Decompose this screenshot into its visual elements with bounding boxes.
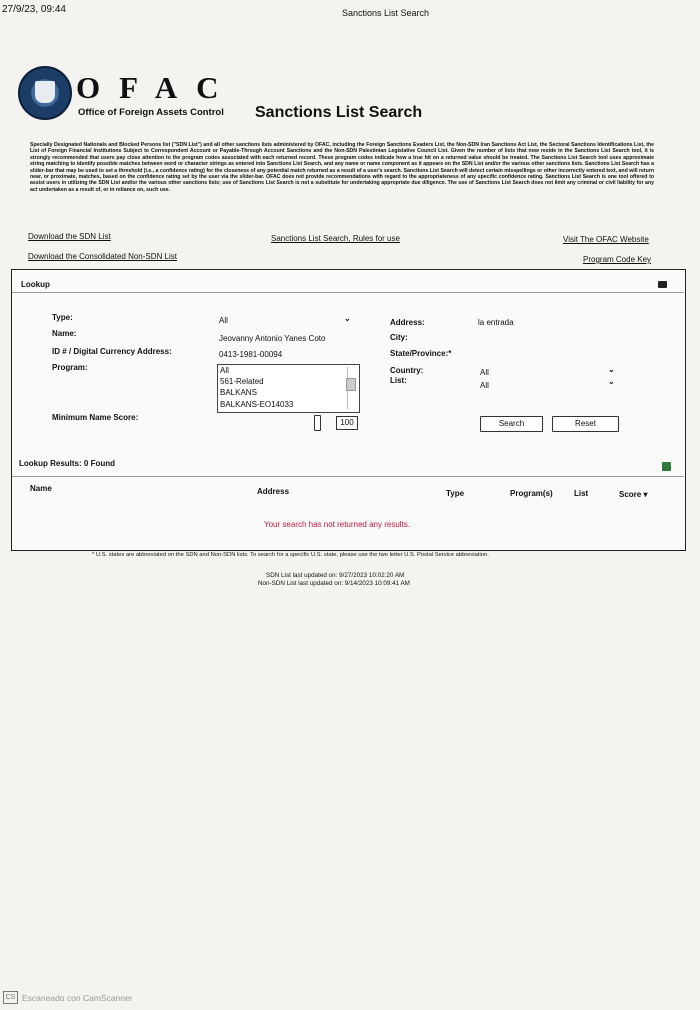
ofac-logo-letters: OFAC bbox=[76, 70, 238, 105]
program-option[interactable]: 561-Related bbox=[220, 377, 264, 387]
visit-ofac-link[interactable]: Visit The OFAC Website bbox=[563, 235, 649, 244]
rules-link[interactable]: Sanctions List Search, Rules for use bbox=[271, 234, 400, 243]
address-label: Address: bbox=[390, 318, 425, 327]
print-date: 27/9/23, 09:44 bbox=[2, 4, 66, 15]
page-title: Sanctions List Search bbox=[255, 104, 423, 121]
type-select[interactable]: All bbox=[219, 316, 228, 325]
no-results-message: Your search has not returned any results. bbox=[264, 520, 411, 529]
camscanner-logo-icon: CS bbox=[3, 991, 18, 1004]
column-header-list[interactable]: List bbox=[574, 489, 589, 498]
chevron-down-icon[interactable]: ⌄ bbox=[344, 314, 351, 323]
chevron-down-icon[interactable]: ⌄ bbox=[608, 365, 615, 374]
program-label: Program: bbox=[52, 363, 88, 372]
program-option[interactable]: All bbox=[220, 366, 229, 375]
list-label: List: bbox=[390, 376, 407, 385]
score-slider-handle[interactable] bbox=[314, 415, 321, 431]
id-label: ID # / Digital Currency Address: bbox=[52, 347, 172, 356]
list-select[interactable]: All bbox=[480, 381, 489, 390]
score-value[interactable]: 100 bbox=[336, 416, 358, 430]
program-option[interactable]: BALKANS bbox=[220, 388, 257, 398]
name-label: Name: bbox=[52, 329, 77, 338]
divider bbox=[12, 292, 684, 293]
program-option[interactable]: BALKANS-EO14033 bbox=[220, 399, 294, 409]
chevron-down-icon[interactable]: ⌄ bbox=[608, 377, 615, 386]
divider bbox=[12, 476, 684, 477]
printer-icon[interactable] bbox=[658, 281, 667, 288]
reset-button[interactable]: Reset bbox=[552, 416, 619, 432]
intro-text: Specially Designated Nationals and Blocked Persons list ("SDN List") and all other sanctions lists administered by OFAC, including the Foreign Sanctions Evaders List, the Non-SDN Iran Sanctions Act List, the Sectoral Sanctions Identifications List, the List of Foreign Financial Institutions Subject to Correspondent Account or Payable-Through Account Sanctions and the Non-SDN Palestinian Legislative Council List. Given the number of lists that now reside in the Sanctions List Search tool, it is strongly recommended that users pay close attention to the program codes associated with each returned record. These program codes indicate how a true hit on a returned value should be treated. The Sanctions List Search tool uses approximate string matching to identify possible matches between word or character strings as entered into Sanctions List Search, and any name or name component as it appears on the SDN List and/or the various other sanctions lists. Sanctions List Search has a slider-bar that may be used to set a threshold (i.e., a confidence rating) for the closeness of any potential match returned as a result of a user's search. Sanctions List Search will detect certain misspellings or other incorrectly entered text, and will return near, or proximate, matches, based on the confidence rating set by the user via the slider-bar. OFAC does not provide recommendations with regard to the appropriateness of any specific confidence rating. Sanctions List Search is one tool offered to assist users in utilizing the SDN List and/or the various other sanctions lists; use of Sanctions List Search is not a substitute for undertaking appropriate due diligence. The use of Sanctions List Search does not limit any criminal or civil liability for any act undertaken as a result of, or in reliance on, such use. bbox=[30, 142, 654, 193]
id-input[interactable]: 0413-1981-00094 bbox=[219, 350, 283, 359]
min-score-label: Minimum Name Score: bbox=[52, 413, 139, 422]
scrollbar-thumb[interactable] bbox=[346, 378, 356, 391]
sdn-updated: SDN List last updated on: 9/27/2023 10:02:20 AM bbox=[266, 572, 405, 579]
program-code-key-link[interactable]: Program Code Key bbox=[583, 255, 652, 264]
lookup-title: Lookup bbox=[21, 280, 50, 289]
address-input[interactable]: la entrada bbox=[478, 318, 514, 327]
footnote: * U.S. states are abbreviated on the SDN and Non-SDN lists. To search for a specific U.S. state, please use the two letter U.S. Postal Service abbreviation. bbox=[92, 552, 489, 558]
country-select[interactable]: All bbox=[480, 368, 489, 377]
results-title: Lookup Results: 0 Found bbox=[19, 459, 115, 468]
column-header-type[interactable]: Type bbox=[446, 489, 465, 498]
name-input[interactable]: Jeovanny Antonio Yanes Coto bbox=[219, 334, 326, 343]
print-page-title: Sanctions List Search bbox=[342, 8, 430, 18]
ofac-logo-subtitle: Office of Foreign Assets Control bbox=[78, 107, 224, 118]
country-label: Country: bbox=[390, 366, 424, 375]
column-header-score[interactable]: Score ▾ bbox=[619, 490, 648, 499]
download-sdn-link[interactable]: Download the SDN List bbox=[28, 232, 111, 241]
excel-export-icon[interactable] bbox=[662, 462, 671, 471]
column-header-programs[interactable]: Program(s) bbox=[510, 489, 553, 498]
column-header-name[interactable]: Name bbox=[30, 484, 52, 493]
download-consolidated-link[interactable]: Download the Consolidated Non-SDN List bbox=[28, 252, 177, 261]
city-label: City: bbox=[390, 333, 408, 342]
scanner-watermark: Escaneado con CamScanner bbox=[22, 993, 133, 1003]
non-sdn-updated: Non-SDN List last updated on: 9/14/2023 10:09:41 AM bbox=[258, 580, 410, 587]
treasury-seal-icon bbox=[18, 66, 72, 120]
state-label: State/Province:* bbox=[390, 349, 452, 358]
search-button[interactable]: Search bbox=[480, 416, 543, 432]
type-label: Type: bbox=[52, 313, 73, 322]
column-header-address[interactable]: Address bbox=[257, 487, 290, 496]
program-select[interactable] bbox=[217, 364, 360, 413]
